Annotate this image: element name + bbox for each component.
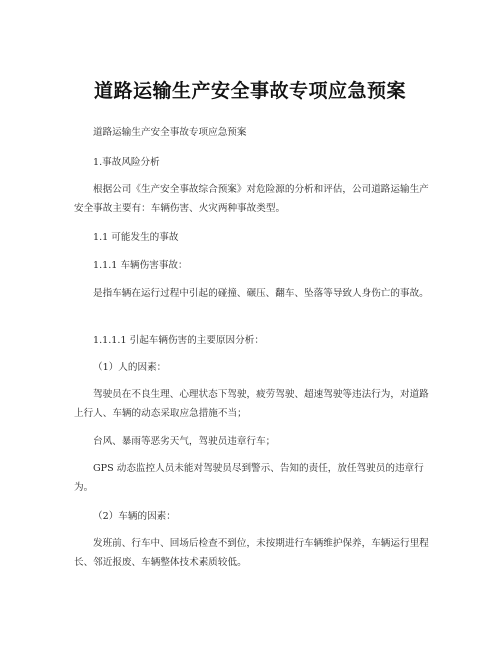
section-heading-vehicle-injury: 1.1.1 车辆伤害事故：	[93, 260, 188, 271]
paragraph-vehicle-inspection: 发班前、行车中、回场后检查不到位，未按期进行车辆维护保养，车辆运行里程长、邻近报废、车辆整体技术素质较低。	[74, 538, 429, 568]
section-heading-vehicle-factors: （2）车辆的因素：	[93, 511, 176, 522]
paragraph-risk-overview: 根据公司《生产安全事故综合预案》对危险源的分析和评估，公司道路运输生产安全事故主要有：车辆伤害、火灾两种事故类型。	[74, 184, 429, 214]
paragraph-subtitle: 道路运输生产安全事故专项应急预案	[93, 127, 247, 138]
section-heading-human-factors: （1）人的因素：	[93, 362, 167, 373]
section-heading-possible-accidents: 1.1 可能发生的事故	[93, 232, 179, 243]
paragraph-gps-monitoring: GPS 动态监控人员未能对驾驶员尽到警示、告知的责任，放任驾驶员的违章行为。	[74, 463, 424, 493]
paragraph-driver-behavior: 驾驶员在不良生理、心理状态下驾驶，疲劳驾驶、超速驾驶等违法行为，对道路上行人、车辆的动态采取应急措施不当；	[74, 389, 429, 419]
paragraph-weather: 台风、暴雨等恶劣天气，驾驶员违章行车；	[93, 436, 276, 447]
document-title: 道路运输生产安全事故专项应急预案	[93, 80, 406, 102]
section-heading-risk-analysis: 1.事故风险分析	[93, 157, 160, 168]
section-heading-main-causes: 1.1.1.1 引起车辆伤害的主要原因分析：	[93, 335, 264, 346]
paragraph-vehicle-injury-definition: 是指车辆在运行过程中引起的碰撞、碾压、翻车、坠落等导致人身伤亡的事故。	[93, 288, 429, 299]
